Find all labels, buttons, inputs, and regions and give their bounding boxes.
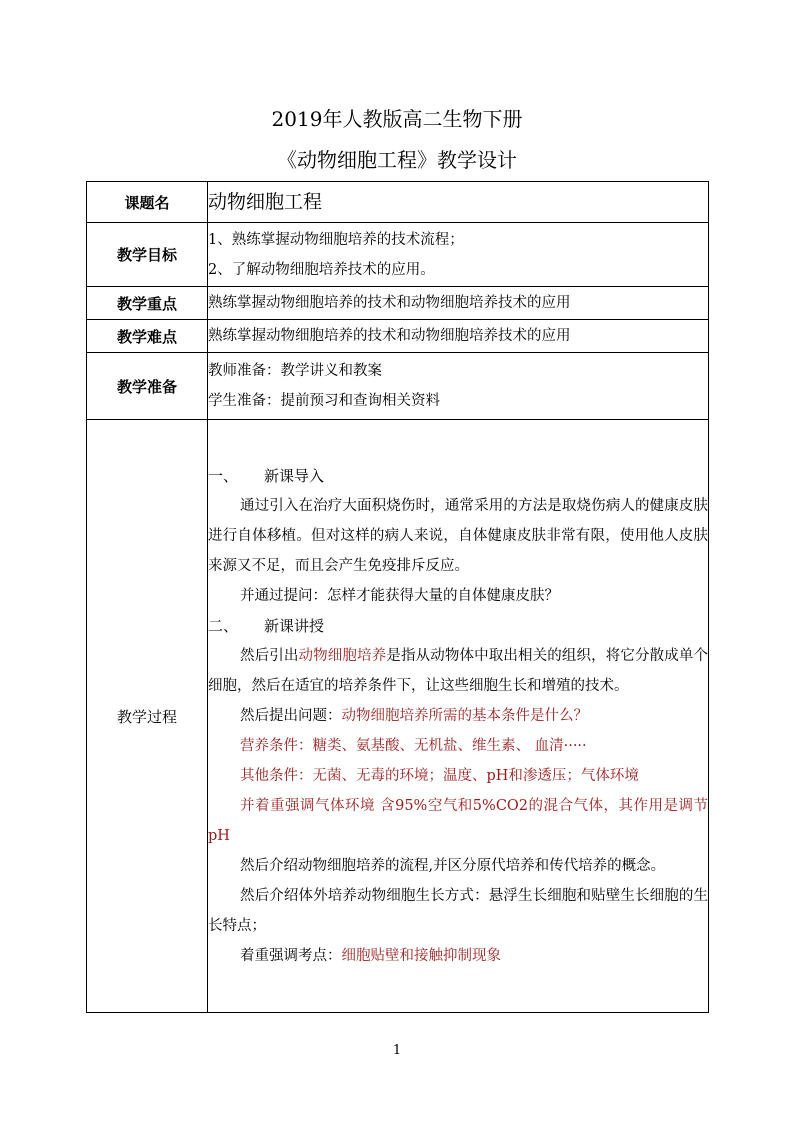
paragraph: 并通过提问：怎样才能获得大量的自体健康皮肤？ bbox=[240, 588, 559, 604]
paragraph: 通过引入在治疗大面积烧伤时，通常采用的方法是取烧伤病人的健康皮肤进行自体移植。但对这样的病人来说，自体健康皮肤非常有限，使用他人皮肤来源又不足，而且会产生免疫排斥反应。 bbox=[208, 498, 708, 574]
table-row-topic bbox=[87, 182, 709, 223]
lesson-plan-table bbox=[86, 181, 709, 1013]
label-topic: 课题名 bbox=[87, 182, 208, 223]
label-goals: 教学目标 bbox=[87, 223, 208, 287]
label-process: 教学过程 bbox=[87, 420, 208, 1013]
prep-line-teacher: 教师准备：教学讲义和教案 bbox=[208, 363, 382, 379]
value-process bbox=[208, 420, 709, 1013]
paragraph bbox=[208, 641, 708, 701]
section-number: 二、 bbox=[208, 617, 239, 635]
document-subtitle: 《动物细胞工程》教学设计 bbox=[277, 148, 517, 172]
paragraph bbox=[208, 941, 708, 971]
text-span: 着重强调考点： bbox=[240, 948, 342, 964]
highlight-question: 动物细胞培养所需的基本条件是什么？ bbox=[341, 708, 588, 724]
section-number: 一、 bbox=[208, 467, 239, 485]
section-title: 新课讲授 bbox=[264, 617, 325, 635]
paragraph: 然后介绍动物细胞培养的流程,并区分原代培养和传代培养的概念。 bbox=[240, 858, 666, 874]
section-heading-lecture bbox=[208, 611, 708, 641]
prep-line-student: 学生准备：提前预习和查询相关资料 bbox=[208, 393, 440, 409]
goal-line-2: 2、了解动物细胞培养技术的应用。 bbox=[208, 261, 435, 278]
text-span: 是指从动物体中取出相关的组织，将它分散成单个细胞，然后在适宜的培养条件下，让这些细胞生长和增殖的技术。 bbox=[208, 648, 709, 694]
value-preparation bbox=[208, 353, 709, 420]
paragraph bbox=[208, 701, 708, 731]
highlight-paragraph: 并着重强调气体环境 含95%空气和5%CO2的混合气体，其作用是调节pH bbox=[208, 798, 708, 844]
page-number: 1 bbox=[392, 1043, 402, 1058]
highlight-term: 动物细胞培养 bbox=[298, 648, 387, 664]
table-row-process bbox=[87, 420, 709, 1013]
value-key-points: 熟练掌握动物细胞培养的技术和动物细胞培养技术的应用 bbox=[208, 287, 709, 320]
highlight-paragraph: 营养条件：糖类、氨基酸、无机盐、维生素、 血清····· bbox=[240, 738, 587, 754]
text-span: 然后引出 bbox=[240, 648, 299, 664]
highlight-exam-point: 细胞贴壁和接触抑制现象 bbox=[341, 948, 501, 964]
document-title: 2019年人教版高二生物下册 bbox=[271, 107, 523, 131]
label-preparation: 教学准备 bbox=[87, 353, 208, 420]
section-title: 新课导入 bbox=[264, 467, 325, 485]
label-difficulties: 教学难点 bbox=[87, 320, 208, 353]
table-row-preparation bbox=[87, 353, 709, 420]
value-goals bbox=[208, 223, 709, 287]
value-topic: 动物细胞工程 bbox=[208, 182, 709, 223]
table-row-goals bbox=[87, 223, 709, 287]
table-row-key-points bbox=[87, 287, 709, 320]
section-heading-intro bbox=[208, 461, 708, 491]
text-span: 然后提出问题： bbox=[240, 708, 342, 724]
goal-line-1: 1、熟练掌握动物细胞培养的技术流程； bbox=[208, 231, 464, 248]
value-difficulties: 熟练掌握动物细胞培养的技术和动物细胞培养技术的应用 bbox=[208, 320, 709, 353]
table-row-difficulties bbox=[87, 320, 709, 353]
highlight-paragraph: 其他条件：无菌、无毒的环境；温度、pH和渗透压；气体环境 bbox=[240, 768, 639, 784]
label-key-points: 教学重点 bbox=[87, 287, 208, 320]
paragraph: 然后介绍体外培养动物细胞生长方式：悬浮生长细胞和贴壁生长细胞的生长特点； bbox=[208, 888, 708, 934]
